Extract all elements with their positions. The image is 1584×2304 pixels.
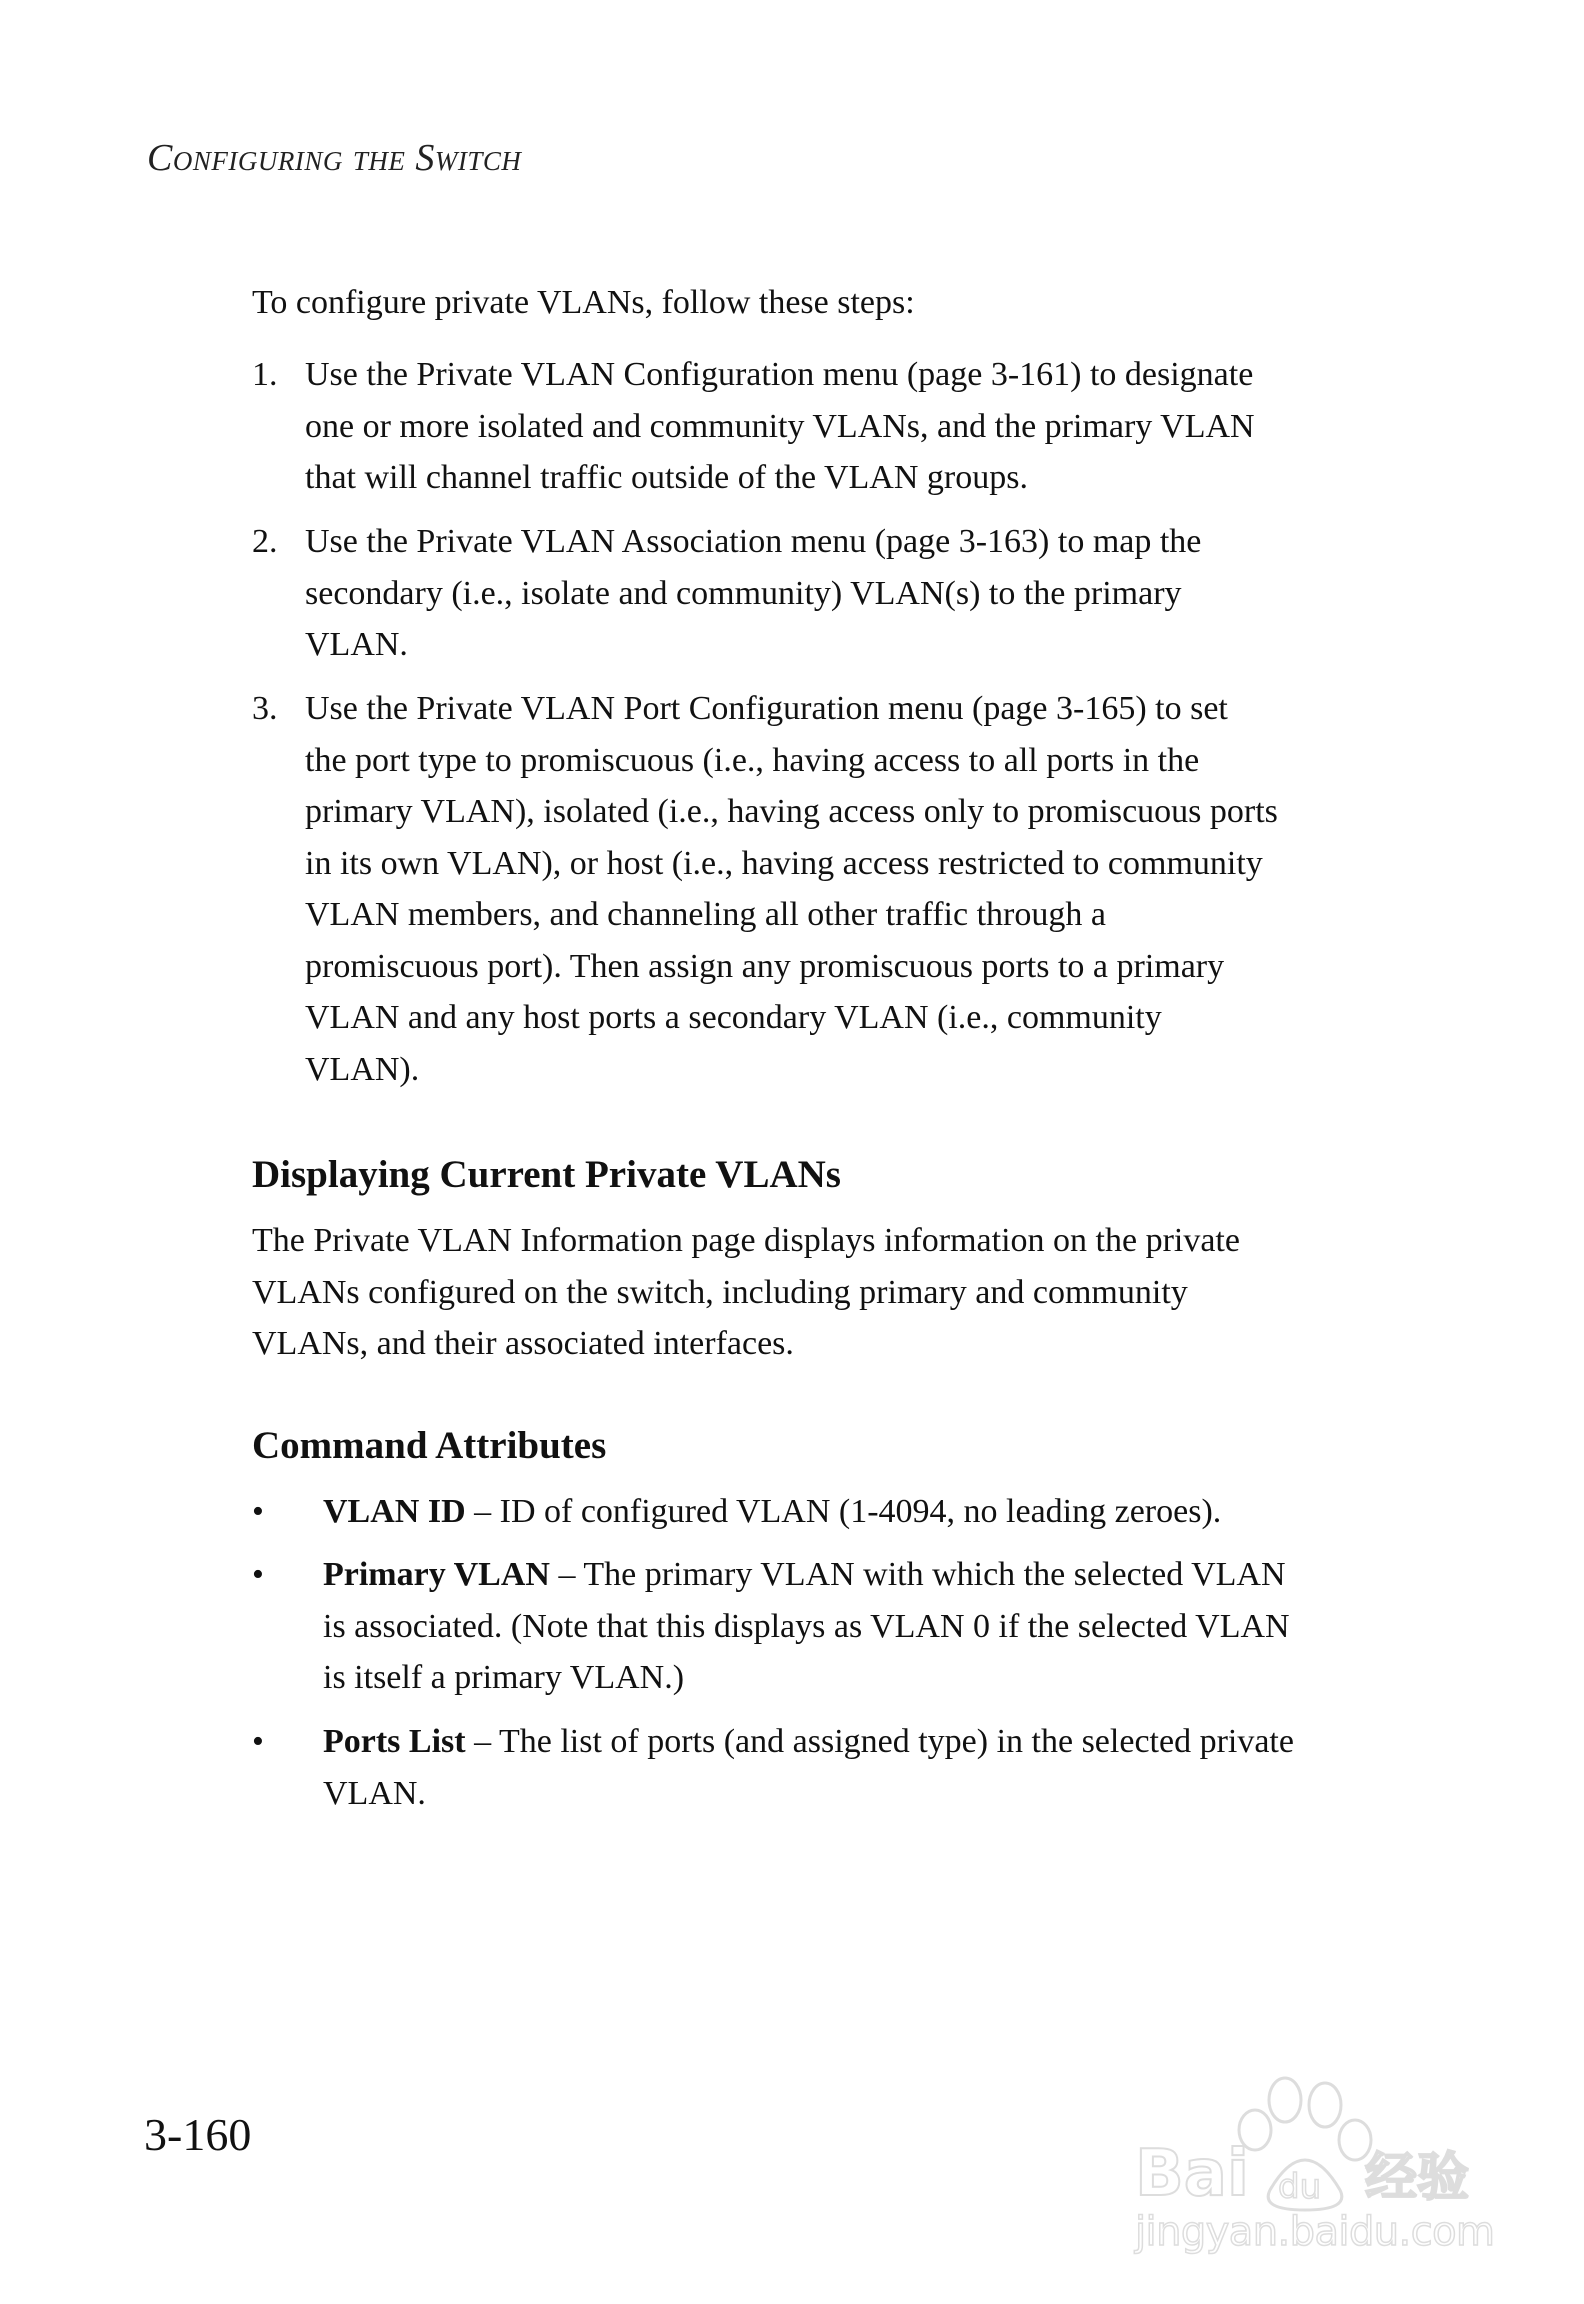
step-line: VLAN.: [305, 626, 408, 663]
step-line: one or more isolated and community VLANs, and the primary VLAN: [305, 407, 1255, 445]
attribute-desc: – The primary VLAN with which the selected VLAN: [549, 1556, 1286, 1593]
paragraph-line: VLANs, and their associated interfaces.: [252, 1325, 794, 1362]
section-paragraph: [252, 1215, 1240, 1370]
step-line: promiscuous port). Then assign any promiscuous ports to a primary: [305, 947, 1225, 985]
attribute-term: VLAN ID: [323, 1493, 466, 1530]
paw-icon: [1120, 2060, 1510, 2260]
attribute-desc: VLAN.: [323, 1774, 426, 1812]
page-number: 3-160: [144, 2109, 252, 2160]
attributes-heading: Command Attributes: [252, 1424, 607, 1467]
step-line: that will channel traffic outside of the VLAN groups.: [305, 459, 1028, 496]
bullet-icon: •: [252, 1723, 264, 1760]
bullet-icon: •: [252, 1493, 264, 1530]
attribute-term: Ports List: [323, 1723, 466, 1760]
svg-text:经验: 经验: [1365, 2148, 1470, 2208]
section-heading: Displaying Current Private VLANs: [252, 1153, 841, 1196]
step-line: Use the Private VLAN Association menu (page 3-163) to map the: [305, 523, 1202, 560]
paragraph-line: VLANs configured on the switch, including primary and community: [252, 1273, 1188, 1311]
attribute-desc: – ID of configured VLAN (1-4094, no leading zeroes).: [465, 1493, 1222, 1530]
step-number: 1.: [252, 356, 278, 393]
step-line: VLAN and any host ports a secondary VLAN (i.e., community: [305, 999, 1162, 1036]
step-line: Use the Private VLAN Configuration menu (page 3-161) to designate: [305, 356, 1254, 393]
step-line: Use the Private VLAN Port Configuration menu (page 3-165) to set: [305, 690, 1228, 727]
running-header: Configuring the Switch: [147, 137, 522, 179]
step-line: primary VLAN), isolated (i.e., having access only to promiscuous ports: [305, 793, 1278, 830]
step-line: secondary (i.e., isolate and community) VLAN(s) to the primary: [305, 574, 1182, 612]
step-line: VLAN).: [305, 1050, 420, 1088]
paragraph-line: The Private VLAN Information page displays information on the private: [252, 1222, 1240, 1259]
attribute-desc: is associated. (Note that this displays as VLAN 0 if the selected VLAN: [323, 1607, 1290, 1645]
step-line: the port type to promiscuous (i.e., having access to all ports in the: [305, 741, 1200, 779]
step-line: VLAN members, and channeling all other traffic through a: [305, 896, 1106, 933]
svg-text:du: du: [1278, 2167, 1322, 2207]
step-number: 3.: [252, 690, 278, 727]
svg-text:jingyan.baidu.com: jingyan.baidu.com: [1135, 2209, 1495, 2255]
step-number: 2.: [252, 523, 278, 560]
bullet-icon: •: [252, 1556, 264, 1593]
step-line: in its own VLAN), or host (i.e., having access restricted to community: [305, 844, 1263, 882]
intro-text: To configure private VLANs, follow these steps:: [252, 284, 915, 321]
attribute-desc: – The list of ports (and assigned type) in the selected private: [465, 1723, 1294, 1760]
attribute-desc: is itself a primary VLAN.): [323, 1659, 685, 1696]
svg-text:Bai: Bai: [1135, 2137, 1249, 2211]
baidu-watermark-logo: [1120, 2060, 1510, 2260]
attribute-term: Primary VLAN: [323, 1556, 550, 1593]
